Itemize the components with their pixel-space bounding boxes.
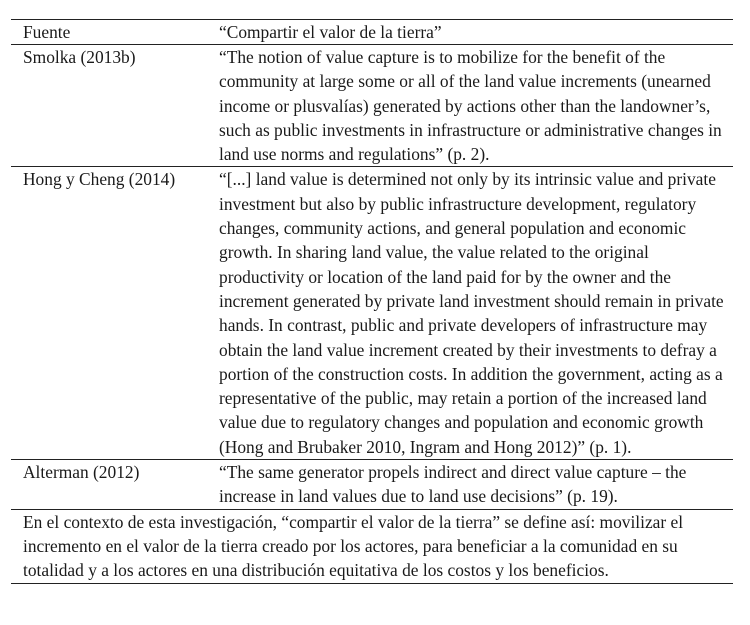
- table-header-row: [11, 20, 733, 45]
- row-quote: “The notion of value capture is to mobilize for the benefit of the community at large some or all of the land value increments (unearned income or plusvalías) generated by actions other than the landowner’s, such as public investments in infrastructure or administrative changes in land use norms and regulations” (p. 2).: [219, 45, 733, 167]
- row-quote: “[...] land value is determined not only by its intrinsic value and private investment but also by public infrastructure development, regulatory changes, community actions, and general population and economic growth. In sharing land value, the value related to the original productivity or location of the land paid for by the owner and the increment generated by private land investment should remain in private hands. In contrast, public and private developers of infrastructure may obtain the land value increment created by their investments to defray a portion of the construction costs. In addition the government, acting as a representative of the public, may retain a portion of the increased land value due to regulatory changes and population and economic growth (Hong and Brubaker 2010, Ingram and Hong 2012)” (p. 1).: [219, 167, 733, 460]
- value-sharing-table: [11, 19, 733, 584]
- header-concept: “Compartir el valor de la tierra”: [219, 20, 733, 45]
- definition-row: [11, 509, 733, 583]
- row-source: Hong y Cheng (2014): [11, 167, 219, 460]
- header-source: Fuente: [11, 20, 219, 45]
- row-quote: “The same generator propels indirect and direct value capture – the increase in land values due to land use decisions” (p. 19).: [219, 460, 733, 510]
- definition-text: En el contexto de esta investigación, “compartir el valor de la tierra” se define así: movilizar el incremento en el valor de la tierra creado por los actores, para beneficiar a la comunidad en su totalidad y a los actores en una distribución equitativa de los costos y los beneficios.: [11, 509, 733, 583]
- row-source: Alterman (2012): [11, 460, 219, 510]
- table-row: [11, 460, 733, 510]
- row-source: Smolka (2013b): [11, 45, 219, 167]
- table-row: [11, 167, 733, 460]
- table-row: [11, 45, 733, 167]
